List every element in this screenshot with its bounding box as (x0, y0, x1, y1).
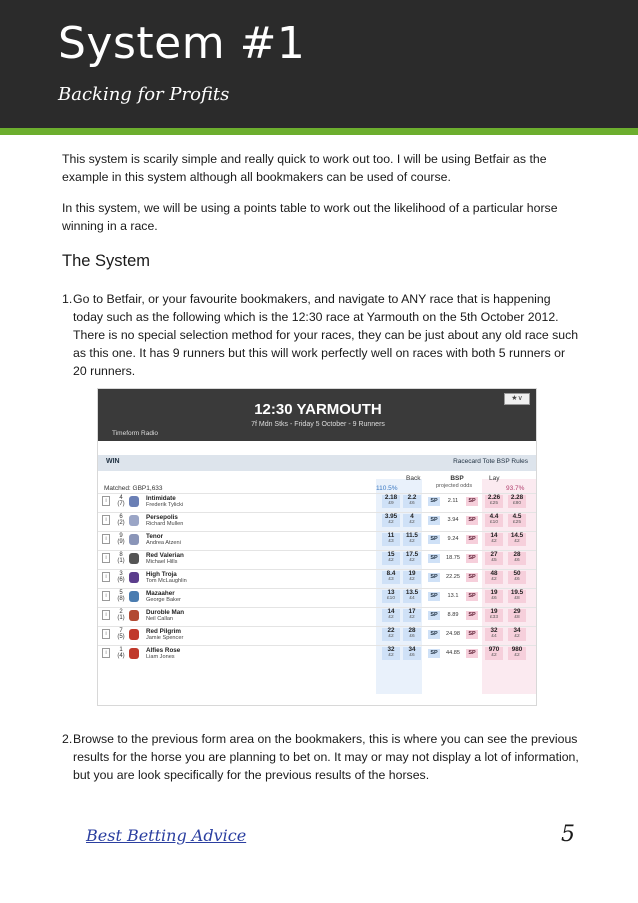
runner-number: 9 (9) (117, 533, 125, 545)
lay-odds-cell[interactable]: 19.5 £8 (508, 590, 526, 603)
lay-odds-cell[interactable]: 2.28 £80 (508, 495, 526, 508)
lay-odds-cell[interactable]: 50 £6 (508, 571, 526, 584)
back-odds-cell[interactable]: 8.4 £3 (382, 571, 400, 584)
list-text: Browse to the previous form area on the bookmakers, this is where you can see the previous results for the horse you are planning to bet on. It may or may not display a lot of information, but you are look specifically for the previous results of the horses. (73, 732, 579, 782)
back-header: Back (406, 475, 421, 482)
list-item (62, 290, 582, 380)
jockey-name: Tom McLaughlin (146, 578, 187, 584)
bsp-value: 2.11 (447, 498, 459, 504)
sp-back-button[interactable]: SP (428, 649, 440, 658)
lay-odds-cell[interactable]: 19 £33 (485, 609, 503, 622)
form-info-icon[interactable]: i (102, 496, 110, 506)
back-odds-cell[interactable]: 22 £2 (382, 628, 400, 641)
jockey-name: Richard Mullen (146, 521, 184, 527)
market-tools[interactable]: Racecard Tote BSP Rules (453, 458, 528, 465)
lay-odds-cell[interactable]: 2.26 £25 (485, 495, 503, 508)
form-info-icon[interactable]: i (102, 648, 110, 658)
timeform-radio-link[interactable]: Timeform Radio (112, 430, 158, 437)
jockey-name: Jamie Spencer (146, 635, 184, 641)
horse-name[interactable]: Alfies Rose (146, 647, 181, 654)
horse-name[interactable]: Intimidate (146, 495, 176, 502)
header-accent-bar (0, 128, 638, 135)
sp-lay-button[interactable]: SP (466, 554, 478, 563)
lay-odds-cell[interactable]: 4.5 £25 (508, 514, 526, 527)
runner-number: 7 (5) (117, 628, 125, 640)
back-odds-cell[interactable]: 2.18 £9 (382, 495, 400, 508)
sp-lay-button[interactable]: SP (466, 516, 478, 525)
jockey-silk-icon (129, 629, 139, 640)
bsp-value: 24.98 (446, 631, 460, 637)
sp-back-button[interactable]: SP (428, 630, 440, 639)
lay-header: Lay (489, 475, 500, 482)
footer-link[interactable]: Best Betting Advice (86, 826, 247, 845)
back-odds-cell[interactable]: 13.5 £4 (403, 590, 421, 603)
lay-odds-cell[interactable]: 19 £6 (485, 590, 503, 603)
lay-percentage: 93.7% (506, 485, 525, 492)
jockey-silk-icon (129, 496, 139, 507)
jockey-silk-icon (129, 553, 139, 564)
lay-odds-cell[interactable]: 48 £2 (485, 571, 503, 584)
runner-row[interactable] (98, 607, 537, 626)
form-info-icon[interactable]: i (102, 515, 110, 525)
lay-odds-cell[interactable]: 32 £4 (485, 628, 503, 641)
runner-row[interactable] (98, 550, 537, 569)
runner-number: 2 (1) (117, 609, 125, 621)
form-info-icon[interactable]: i (102, 534, 110, 544)
race-subtitle: 7f Mdn Stks - Friday 5 October - 9 Runners (251, 421, 385, 428)
back-odds-cell[interactable]: 3.95 £2 (382, 514, 400, 527)
form-info-icon[interactable]: i (102, 591, 110, 601)
horse-name[interactable]: Red Valerian (146, 552, 184, 559)
market-bar (98, 455, 537, 471)
runner-row[interactable] (98, 531, 537, 550)
betfair-screenshot (97, 388, 537, 706)
back-odds-cell[interactable]: 15 £2 (382, 552, 400, 565)
sp-back-button[interactable]: SP (428, 516, 440, 525)
jockey-name: Andrea Atzeni (146, 540, 181, 546)
body-paragraph: In this system, we will be using a points table to work out the likelihood of a particular horse winning in a race. (62, 201, 558, 233)
runner-number: 8 (1) (117, 552, 125, 564)
bsp-value: 3.94 (447, 517, 459, 523)
jockey-silk-icon (129, 648, 139, 659)
back-odds-cell[interactable]: 32 £2 (382, 647, 400, 660)
sp-back-button[interactable]: SP (428, 535, 440, 544)
back-odds-cell[interactable]: 19 £2 (403, 571, 421, 584)
race-title: 12:30 YARMOUTH (254, 401, 382, 418)
runner-row[interactable] (98, 493, 537, 512)
runner-number: 3 (6) (117, 571, 125, 583)
jockey-name: George Baker (146, 597, 181, 603)
lay-odds-cell[interactable]: 29 £8 (508, 609, 526, 622)
bsp-value: 44.85 (446, 650, 460, 656)
back-odds-cell[interactable]: 11.5 £2 (403, 533, 421, 546)
jockey-silk-icon (129, 534, 139, 545)
list-text: Go to Betfair, or your favourite bookmakers, and navigate to ANY race that is happening today such as the following which is the 12:30 race at Yarmouth on the 5th October 2012. There is no special selection method for your races, they can be just about any old race such as this one. It has 9 runners but this will work perfectly well on races with both 5 runners or 20 runners. (73, 292, 579, 378)
runner-row[interactable] (98, 626, 537, 645)
lay-odds-cell[interactable]: 28 £6 (508, 552, 526, 565)
back-odds-cell[interactable]: 28 £6 (403, 628, 421, 641)
back-percentage: 110.5% (376, 485, 398, 492)
bsp-value: 9.24 (447, 536, 459, 542)
form-info-icon[interactable]: i (102, 553, 110, 563)
sp-back-button[interactable]: SP (428, 554, 440, 563)
page-title: System #1 (58, 18, 306, 69)
jockey-silk-icon (129, 572, 139, 583)
lay-odds-cell[interactable]: 14.5 £2 (508, 533, 526, 546)
runner-number: 4 (7) (117, 495, 125, 507)
sp-lay-button[interactable]: SP (466, 630, 478, 639)
back-odds-cell[interactable]: 4 £2 (403, 514, 421, 527)
runner-row[interactable] (98, 645, 537, 664)
list-number: 2. (62, 732, 73, 746)
sp-back-button[interactable]: SP (428, 497, 440, 506)
runner-row[interactable] (98, 569, 537, 588)
sp-back-button[interactable]: SP (428, 573, 440, 582)
runner-row[interactable] (98, 512, 537, 531)
lay-odds-cell[interactable]: 970 £2 (485, 647, 503, 660)
horse-name[interactable]: Red Pilgrim (146, 628, 181, 635)
list-number: 1. (62, 292, 73, 306)
lay-odds-cell[interactable]: 980 £2 (508, 647, 526, 660)
back-odds-cell[interactable]: 13 £10 (382, 590, 400, 603)
back-odds-cell[interactable]: 11 £3 (382, 533, 400, 546)
sp-lay-button[interactable]: SP (466, 592, 478, 601)
back-odds-cell[interactable]: 17 £2 (403, 609, 421, 622)
runner-number: 1 (4) (117, 647, 125, 659)
jockey-name: Michael Hills (146, 559, 178, 565)
jockey-silk-icon (129, 515, 139, 526)
sp-lay-button[interactable]: SP (466, 573, 478, 582)
favourite-star-icon[interactable]: ★∨ (504, 393, 530, 405)
jockey-name: Neil Callan (146, 616, 174, 622)
back-odds-cell[interactable]: 17.5 £2 (403, 552, 421, 565)
sp-lay-button[interactable]: SP (466, 535, 478, 544)
matched-amount: Matched: GBP1,633 (104, 485, 163, 492)
form-info-icon[interactable]: i (102, 629, 110, 639)
bsp-subheader: projected odds (436, 483, 473, 489)
sp-lay-button[interactable]: SP (466, 497, 478, 506)
runner-row[interactable] (98, 588, 537, 607)
section-heading: The System (62, 252, 151, 270)
sp-back-button[interactable]: SP (428, 592, 440, 601)
lay-odds-cell[interactable]: 27 £5 (485, 552, 503, 565)
form-info-icon[interactable]: i (102, 610, 110, 620)
sp-back-button[interactable]: SP (428, 611, 440, 620)
back-odds-cell[interactable]: 2.2 £6 (403, 495, 421, 508)
market-label: WIN (106, 458, 120, 465)
jockey-name: Liam Jones (146, 654, 175, 660)
horse-name[interactable]: High Troja (146, 571, 177, 578)
runner-number: 5 (8) (117, 590, 125, 602)
lay-odds-cell[interactable]: 34 £2 (508, 628, 526, 641)
list-item (62, 730, 582, 784)
runner-number: 6 (2) (117, 514, 125, 526)
jockey-silk-icon (129, 610, 139, 621)
horse-name[interactable]: Persepolis (146, 514, 178, 521)
sp-lay-button[interactable]: SP (466, 611, 478, 620)
intro-paragraph: This system is scarily simple and really quick to work out too. I will be using Betfair as the example in this system although all bookmakers can be used of course. (62, 152, 547, 184)
horse-name[interactable]: Tenor (146, 533, 164, 540)
bsp-value: 22.25 (446, 574, 460, 580)
horse-name[interactable]: Duroble Man (146, 609, 185, 616)
page-number: 5 (561, 822, 575, 847)
bsp-header: BSP (450, 475, 464, 482)
jockey-name: Frederik Tylicki (146, 502, 184, 508)
page-subtitle: Backing for Profits (58, 84, 230, 105)
bsp-value: 8.89 (447, 612, 459, 618)
jockey-silk-icon (129, 591, 139, 602)
bsp-value: 13.1 (447, 593, 459, 599)
form-info-icon[interactable]: i (102, 572, 110, 582)
bsp-value: 18.75 (446, 555, 460, 561)
back-odds-cell[interactable]: 14 £2 (382, 609, 400, 622)
lay-odds-cell[interactable]: 14 £2 (485, 533, 503, 546)
back-odds-cell[interactable]: 34 £6 (403, 647, 421, 660)
lay-odds-cell[interactable]: 4.4 £10 (485, 514, 503, 527)
horse-name[interactable]: Mazaaher (146, 590, 175, 597)
sp-lay-button[interactable]: SP (466, 649, 478, 658)
